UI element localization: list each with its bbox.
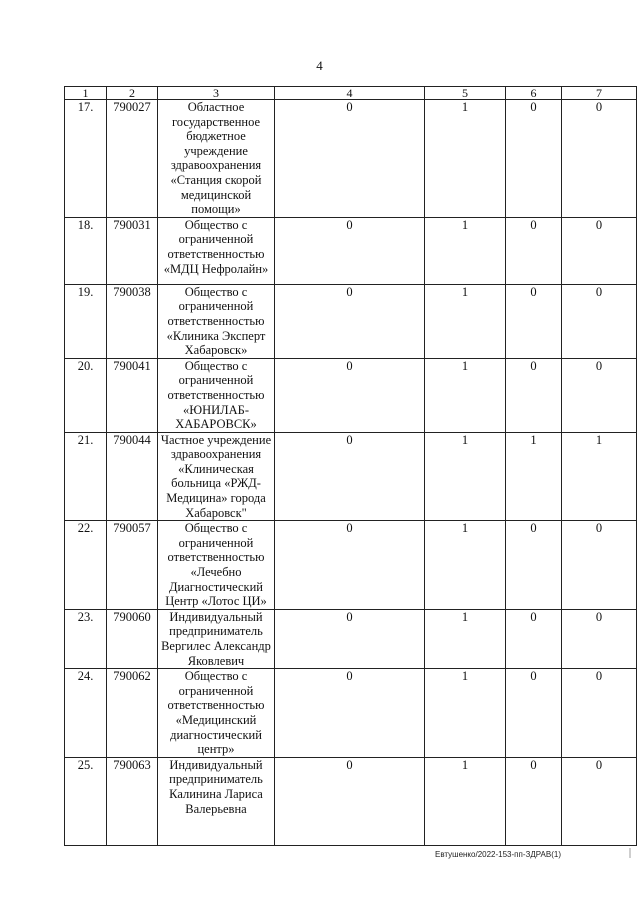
row-col4-value: 0	[275, 432, 425, 521]
row-col7-value: 0	[562, 609, 637, 668]
row-col5-value: 1	[425, 432, 506, 521]
column-header-7: 7	[562, 87, 637, 100]
row-col6-value: 0	[506, 609, 562, 668]
row-col5-value: 1	[425, 609, 506, 668]
column-header-5: 5	[425, 87, 506, 100]
column-header-3: 3	[158, 87, 275, 100]
table-row	[65, 609, 637, 668]
row-number: 22.	[65, 521, 107, 610]
row-number: 18.	[65, 217, 107, 284]
row-col7-value: 0	[562, 100, 637, 218]
row-number: 23.	[65, 609, 107, 668]
row-col4-value: 0	[275, 669, 425, 758]
row-col6-value: 0	[506, 669, 562, 758]
row-col7-value: 0	[562, 217, 637, 284]
row-col5-value: 1	[425, 757, 506, 845]
column-header-4: 4	[275, 87, 425, 100]
table-row	[65, 358, 637, 432]
row-organization-name: Общество с ограниченной ответственностью «Медицинский диагностический центр»	[158, 669, 275, 758]
document-reference: Евтушенко/2022-153-пп-ЗДРАВ(1)	[434, 850, 561, 859]
row-col6-value: 0	[506, 358, 562, 432]
row-code: 790063	[107, 757, 158, 845]
row-col7-value: 0	[562, 521, 637, 610]
table-row	[65, 432, 637, 521]
row-number: 19.	[65, 284, 107, 358]
row-col7-value: 0	[562, 358, 637, 432]
row-col6-value: 0	[506, 100, 562, 218]
row-code: 790031	[107, 217, 158, 284]
row-col4-value: 0	[275, 609, 425, 668]
row-organization-name: Общество с ограниченной ответственностью «Клиника Эксперт Хабаровск»	[158, 284, 275, 358]
row-col6-value: 0	[506, 284, 562, 358]
row-col7-value: 0	[562, 757, 637, 845]
row-col5-value: 1	[425, 358, 506, 432]
row-col5-value: 1	[425, 100, 506, 218]
row-number: 25.	[65, 757, 107, 845]
row-number: 24.	[65, 669, 107, 758]
row-organization-name: Частное учреждение здравоохранения «Клиническая больница «РЖД-Медицина» города Хабаровск"	[158, 432, 275, 521]
row-code: 790038	[107, 284, 158, 358]
row-col4-value: 0	[275, 521, 425, 610]
column-header-6: 6	[506, 87, 562, 100]
row-code: 790027	[107, 100, 158, 218]
row-col4-value: 0	[275, 100, 425, 218]
registry-table	[64, 86, 637, 846]
table-row	[65, 217, 637, 284]
table-row	[65, 669, 637, 758]
table-row	[65, 284, 637, 358]
header-row	[65, 87, 637, 100]
row-col6-value: 0	[506, 757, 562, 845]
table-row	[65, 521, 637, 610]
row-organization-name: Областное государственное бюджетное учреждение здравоохранения «Станция скорой медицинской помощи»	[158, 100, 275, 218]
row-code: 790060	[107, 609, 158, 668]
row-col5-value: 1	[425, 521, 506, 610]
row-number: 17.	[65, 100, 107, 218]
row-col4-value: 0	[275, 358, 425, 432]
row-code: 790044	[107, 432, 158, 521]
row-col4-value: 0	[275, 217, 425, 284]
row-col4-value: 0	[275, 284, 425, 358]
row-code: 790062	[107, 669, 158, 758]
row-col7-value: 0	[562, 284, 637, 358]
row-organization-name: Общество с ограниченной ответственностью «Лечебно Диагностический Центр «Лотос ЦИ»	[158, 521, 275, 610]
row-col6-value: 0	[506, 217, 562, 284]
table-row	[65, 100, 637, 218]
column-header-1: 1	[65, 87, 107, 100]
row-number: 21.	[65, 432, 107, 521]
row-col5-value: 1	[425, 669, 506, 758]
row-col6-value: 0	[506, 521, 562, 610]
page-number: 4	[316, 58, 323, 73]
row-code: 790041	[107, 358, 158, 432]
row-code: 790057	[107, 521, 158, 610]
row-number: 20.	[65, 358, 107, 432]
row-organization-name: Индивидуальный предприниматель Вергилес Александр Яковлевич	[158, 609, 275, 668]
row-col7-value: 0	[562, 669, 637, 758]
row-col6-value: 1	[506, 432, 562, 521]
row-col5-value: 1	[425, 217, 506, 284]
column-header-2: 2	[107, 87, 158, 100]
row-col4-value: 0	[275, 757, 425, 845]
table-row	[65, 757, 637, 845]
row-organization-name: Общество с ограниченной ответственностью «ЮНИЛАБ-ХАБАРОВСК»	[158, 358, 275, 432]
row-organization-name: Общество с ограниченной ответственностью «МДЦ Нефролайн»	[158, 217, 275, 284]
row-organization-name: Индивидуальный предприниматель Калинина Лариса Валерьевна	[158, 757, 275, 845]
scan-edge-mark	[629, 848, 631, 858]
row-col7-value: 1	[562, 432, 637, 521]
row-col5-value: 1	[425, 284, 506, 358]
